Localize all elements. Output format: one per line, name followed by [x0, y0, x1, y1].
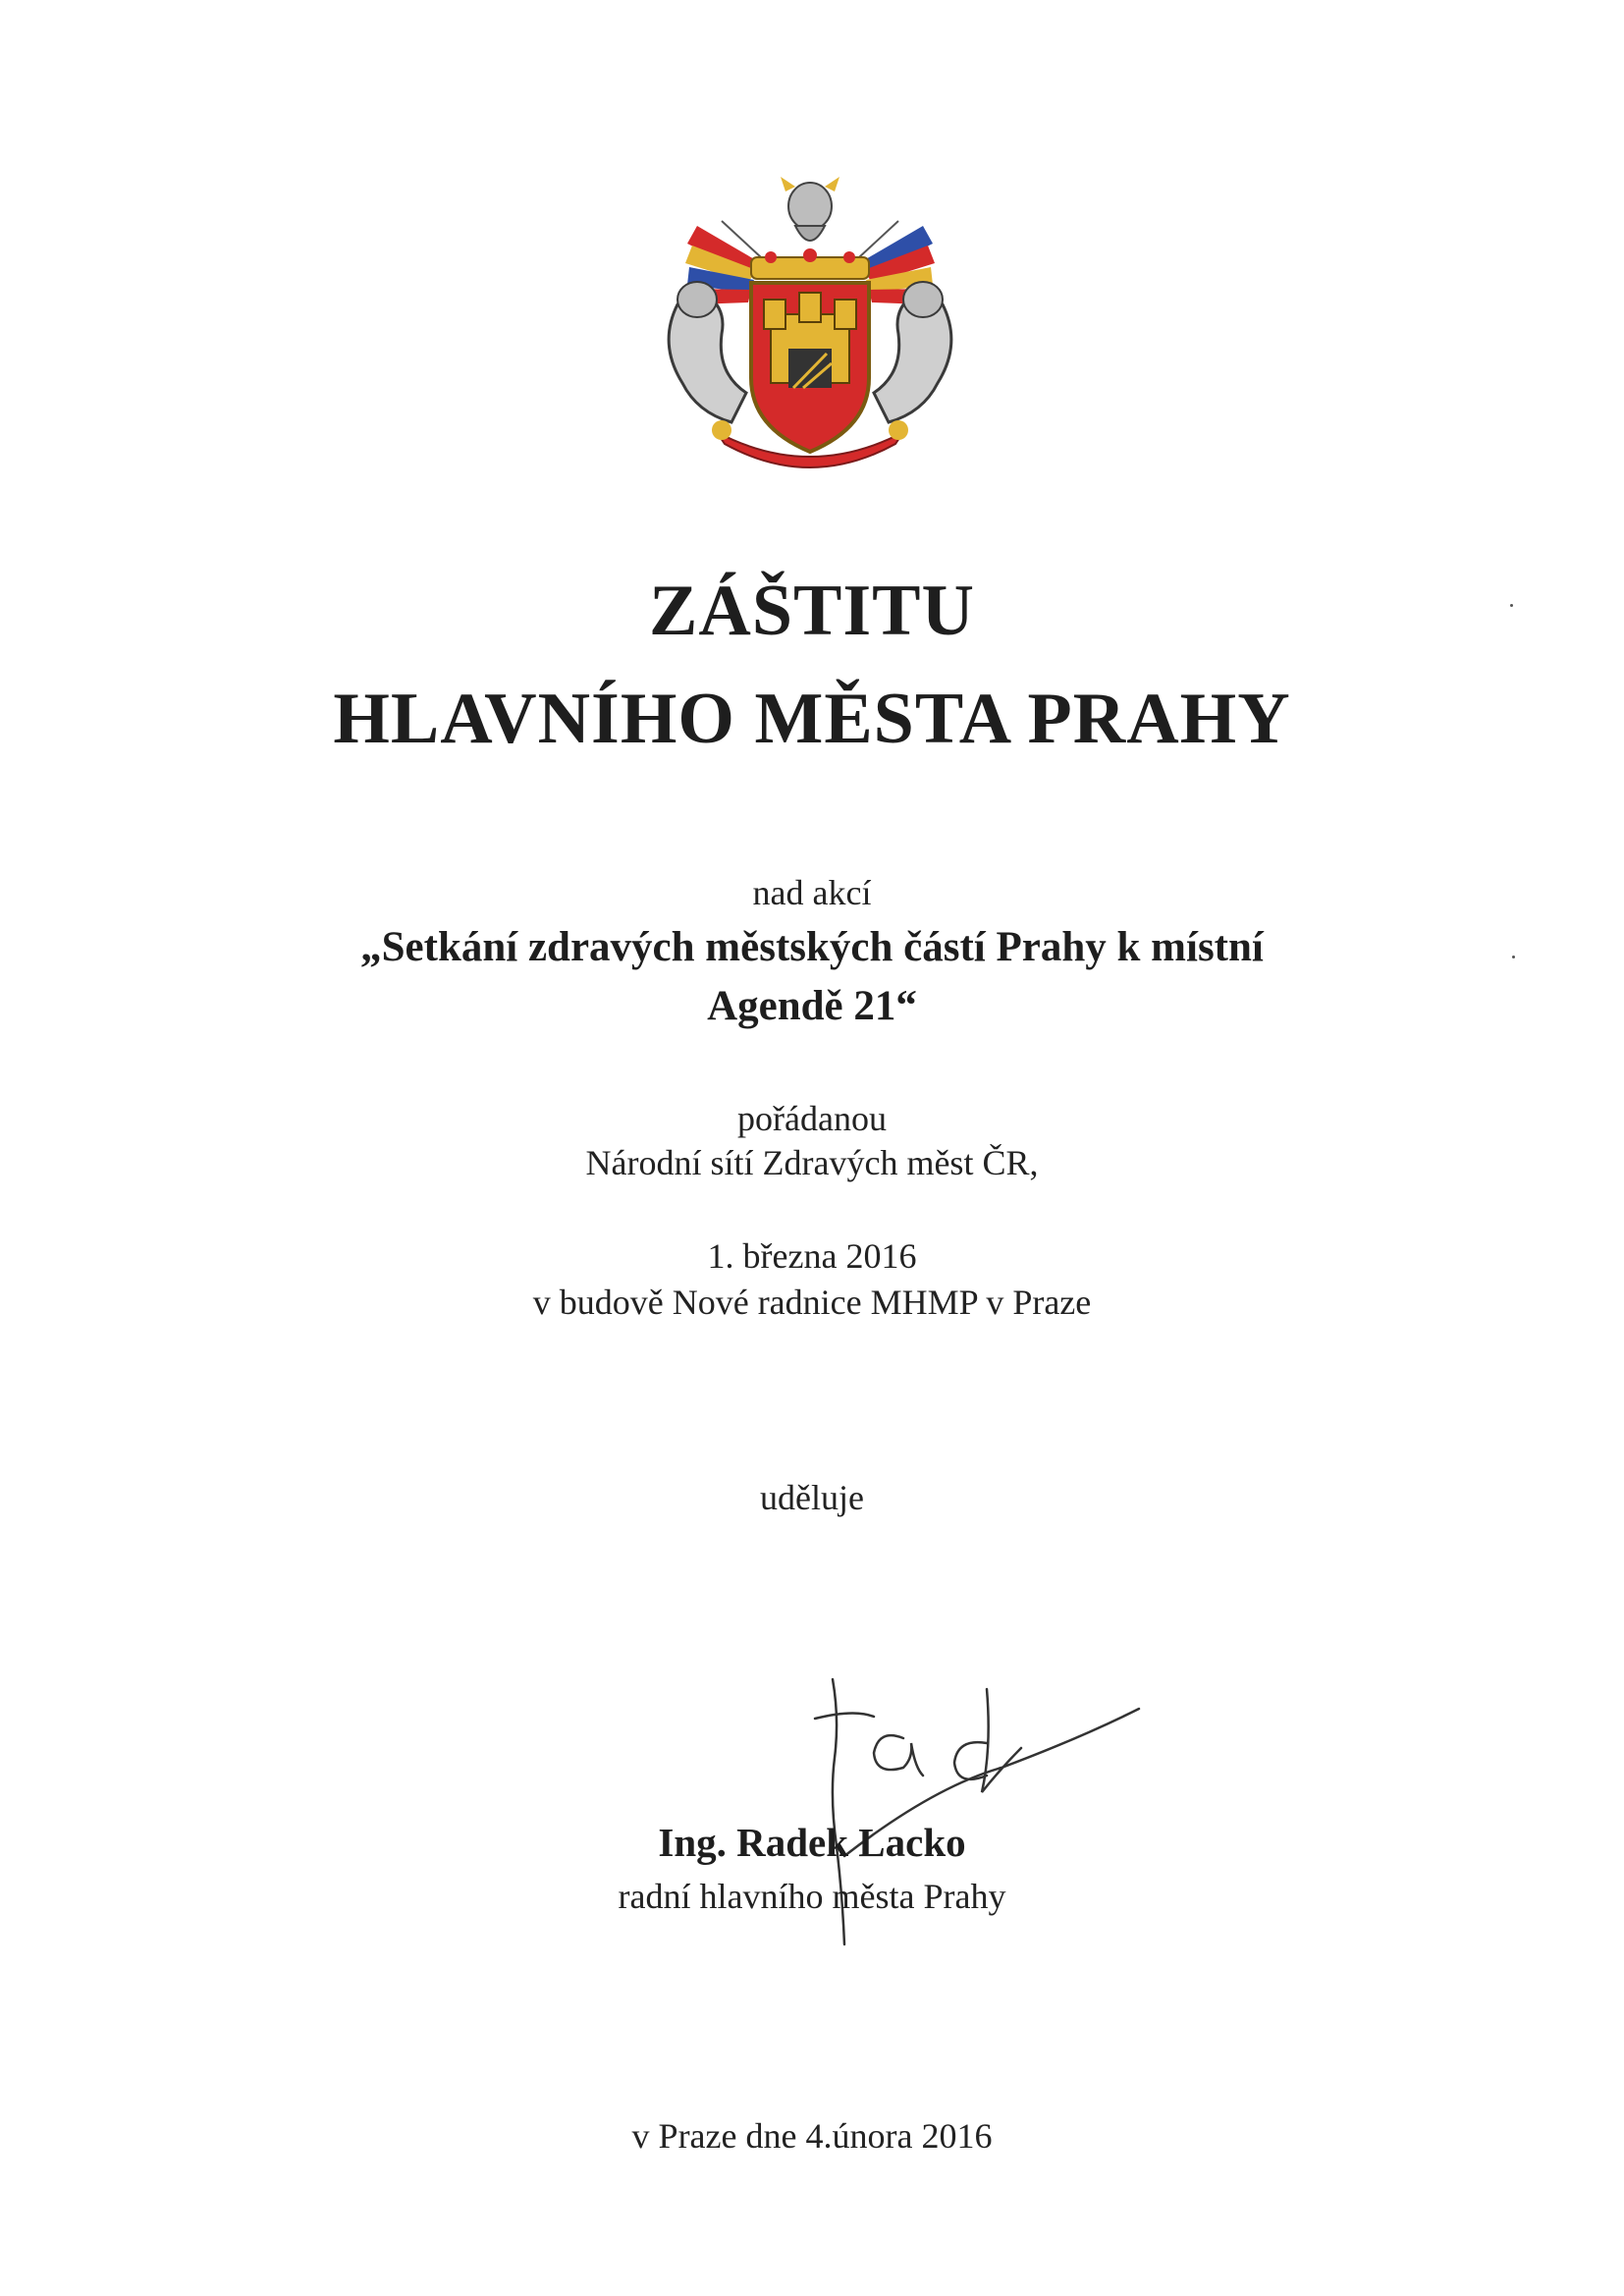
- grant-verb: uděluje: [760, 1478, 864, 1517]
- signatory-role: radní hlavního města Prahy: [618, 1877, 1006, 1916]
- event-name-line-1: „Setkání zdravých městských částí Prahy k místní: [360, 924, 1264, 970]
- organizer-name: Národní sítí Zdravých měst ČR,: [585, 1143, 1039, 1182]
- prague-coat-of-arms-emblem: [638, 167, 982, 471]
- event-intro: nad akcí: [752, 873, 872, 912]
- heading-line-2: HLAVNÍHO MĚSTA PRAHY: [333, 679, 1291, 759]
- crown: [751, 248, 869, 279]
- organizer-intro: pořádanou: [737, 1099, 887, 1138]
- shield: [751, 283, 869, 452]
- crest-lion: [781, 177, 839, 241]
- scan-speck: [1512, 956, 1515, 958]
- event-place: v budově Nové radnice MHMP v Praze: [532, 1283, 1092, 1322]
- heading-line-1: ZÁŠTITU: [649, 571, 975, 651]
- scan-speck: [1510, 604, 1513, 607]
- event-name-line-2: Agendě 21“: [707, 983, 917, 1029]
- event-date: 1. března 2016: [707, 1236, 917, 1276]
- issue-place-date: v Praze dne 4.února 2016: [631, 2116, 993, 2156]
- signatory-name: Ing. Radek Lacko: [658, 1820, 966, 1865]
